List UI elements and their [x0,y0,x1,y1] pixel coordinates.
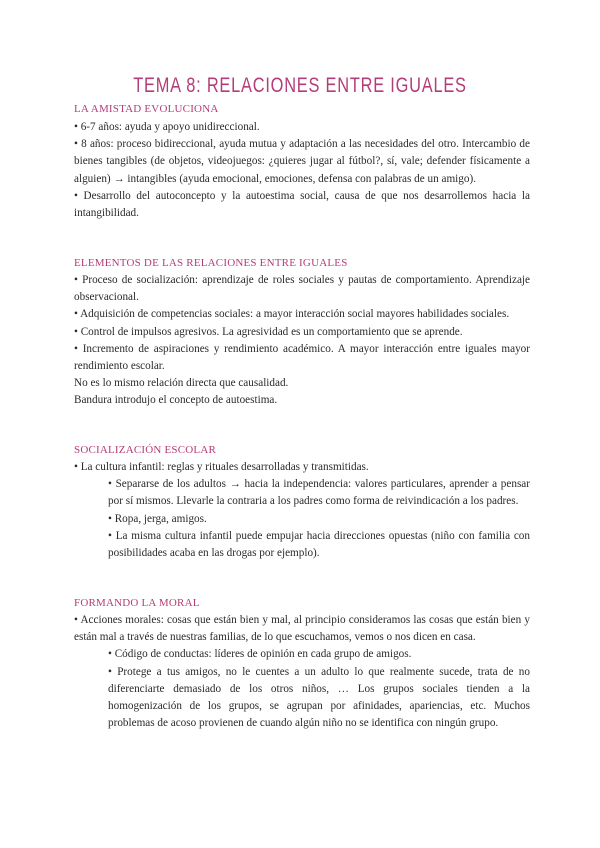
paragraph: • Proceso de socialización: aprendizaje de roles sociales y pautas de comportamiento. Aprendizaje observacional. [74,274,530,304]
section-heading-moral: FORMANDO LA MORAL [74,597,200,609]
sub-paragraph: • Protege a tus amigos, no le cuentes a un adulto lo que realmente sucede, trata de no diferenciarte demasiado de los otros niños, … Los grupos sociales tienden a la homogenización de los grupos, se agrupan por afinidades, apariencias, etc. Muchos problemas de acoso provienen de cuando algún niño no se identifica con ningún grupo. [108,665,530,730]
section-heading-elementos: ELEMENTOS DE LAS RELACIONES ENTRE IGUALES [74,257,348,269]
paragraph: • 8 años: proceso bidireccional, ayuda mutua y adaptación a las necesidades del otro. Intercambio de bienes tangibles (de objetos, videojuegos: ¿quieres jugar al fútbol?, sí, vale; defender físicamente a alguien) → intangibles (ayuda emocional, emociones, defensa con palabras de un amigo). [74,138,530,185]
paragraph: • Incremento de aspiraciones y rendimiento académico. A mayor interacción entre iguales mayor rendimiento escolar. [74,342,530,373]
section-heading-socializacion: SOCIALIZACIÓN ESCOLAR [74,444,217,456]
paragraph: No es lo mismo relación directa que causalidad. [74,377,289,390]
sub-paragraph: • Ropa, jerga, amigos. [108,512,207,525]
paragraph: • Acciones morales: cosas que están bien y mal, al principio consideramos las cosas que están bien y están mal a través de nuestras familias, de lo que escuchamos, vemos o nos dicen en casa. [74,614,530,644]
paragraph: • Adquisición de competencias sociales: a mayor interacción social mayores habilidades sociales. [74,308,510,321]
paragraph: • Desarrollo del autoconcepto y la autoestima social, causa de que nos desarrollemos hacia la intangibilidad. [74,189,530,220]
section-body-socializacion [74,459,530,562]
sub-paragraph: • Separarse de los adultos → hacia la independencia: valores particulares, aprender a pensar por sí mismos. Llevarle la contraria a los padres como forma de reivindicación a los padres. [108,478,530,508]
paragraph: • La cultura infantil: reglas y rituales desarrolladas y transmitidas. [74,461,369,473]
section-body-amistad [74,119,530,222]
section-body-moral [74,612,530,732]
sub-paragraph: • Código de conductas: líderes de opinión en cada grupo de amigos. [108,648,412,661]
page-title: TEMA 8: RELACIONES ENTRE IGUALES [133,74,467,97]
section-heading-amistad: LA AMISTAD EVOLUCIONA [74,103,219,115]
paragraph: • Control de impulsos agresivos. La agresividad es un comportamiento que se aprende. [74,325,463,338]
sub-paragraph: • La misma cultura infantil puede empujar hacia direcciones opuestas (niño con familia con posibilidades acaba en las drogas por ejemplo). [108,529,530,560]
paragraph: Bandura introdujo el concepto de autoestima. [74,394,278,407]
section-body-elementos [74,272,530,410]
paragraph: • 6-7 años: ayuda y apoyo unidireccional. [74,121,260,133]
